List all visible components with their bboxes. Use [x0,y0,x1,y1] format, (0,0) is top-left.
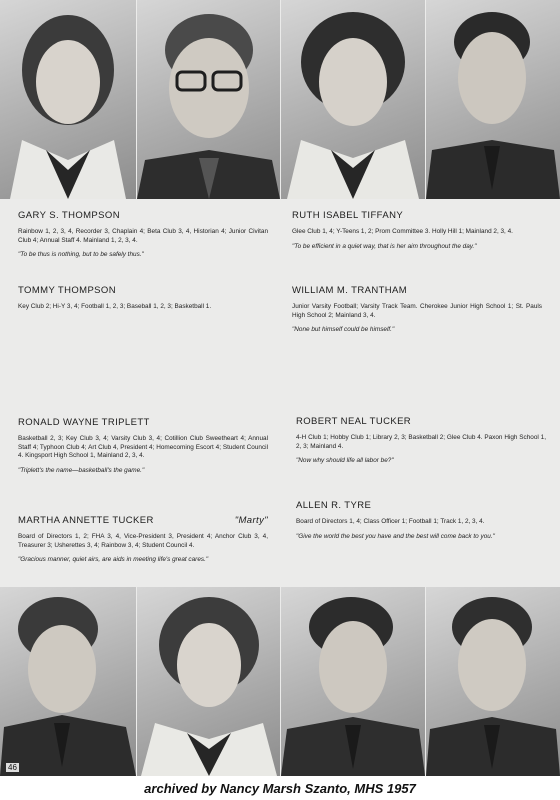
senior-entry [18,210,268,260]
senior-quote: "To be efficient in a quiet way, that is her aim throughout the day." [292,242,477,250]
portrait-graphic [281,0,425,199]
senior-name: WILLIAM M. TRANTHAM [292,285,408,296]
senior-nickname: "Marty" [234,515,268,526]
senior-entry [18,417,268,475]
portrait-photo [426,0,560,199]
portrait-graphic [281,587,425,776]
senior-quote: "Give the world the best you have and the best will come back to you." [296,532,495,540]
portrait-graphic [426,587,560,776]
portrait-photo [0,587,136,776]
senior-name: ROBERT NEAL TUCKER [296,416,412,427]
senior-quote: "Now why should life all labor be?" [296,457,394,465]
senior-quote: "Triplett's the name—basketball's the game." [18,466,145,474]
portrait-photo [0,0,136,199]
portrait-graphic [426,0,560,199]
senior-entry [296,416,546,466]
senior-name: GARY S. THOMPSON [18,210,120,221]
senior-name [18,515,268,526]
senior-activities: Basketball 2, 3; Key Club 3, 4; Varsity Club 3, 4; Cotillion Club Sweetheart 4; Annual Staff 4; Typhoon Club 4; Art Club 4, President 4; Homecoming Escort 4; Student Council 4. Kingsport High School 1, Mainland 2, 3, 4. [18,435,268,460]
senior-name-text: MARTHA ANNETTE TUCKER [18,515,154,526]
portrait-graphic [137,587,280,776]
portrait-photo [426,587,560,776]
senior-entry [292,210,542,251]
senior-entry [18,515,268,565]
portrait-graphic [137,0,280,199]
senior-name: ALLEN R. TYRE [296,500,372,511]
portrait-photo [281,587,425,776]
senior-entry [296,500,546,541]
page-number: 46 [8,763,17,772]
portrait-photo [137,0,280,199]
senior-quote: "None but himself could be himself." [292,326,395,334]
senior-entry [292,285,542,335]
portrait-photo [281,0,425,199]
senior-quote: "To be thus is nothing, but to be safely thus." [18,251,144,259]
senior-quote: "Gracious manner, quiet airs, are aids in meeting life's great cares." [18,556,209,564]
senior-activities: Board of Directors 1, 2; FHA 3, 4, Vice-President 3, President 4; Anchor Club 3, 4, Treasurer 3; Usherettes 3, 4; Rainbow 3, 4; Student Council 4. [18,533,268,549]
portrait-graphic [0,0,136,199]
senior-activities: Glee Club 1, 4; Y-Teens 1, 2; Prom Committee 3. Holly Hill 1; Mainland 2, 3, 4. [292,228,513,235]
archive-credit: archived by Nancy Marsh Szanto, MHS 1957 [144,781,416,796]
senior-entry [18,285,268,318]
senior-activities: Board of Directors 1, 4; Class Officer 1; Football 1; Track 1, 2, 3, 4. [296,518,485,525]
senior-name: TOMMY THOMPSON [18,285,116,296]
senior-activities: Junior Varsity Football; Varsity Track Team. Cherokee Junior High School 1; St. Pauls High School 2; Mainland 3, 4. [292,303,542,319]
portrait-photo [137,587,280,776]
senior-activities: Key Club 2; Hi-Y 3, 4; Football 1, 2, 3; Baseball 1, 2, 3; Basketball 1. [18,303,212,310]
senior-name: RUTH ISABEL TIFFANY [292,210,404,221]
senior-activities: 4-H Club 1; Hobby Club 1; Library 2, 3; Basketball 2; Glee Club 4. Paxon High School 1, 2, 3; Mainland 4. [296,434,546,450]
senior-activities: Rainbow 1, 2, 3, 4, Recorder 3, Chaplain 4; Beta Club 3, 4, Historian 4; Junior Civitan Club 4; Annual Staff 4. Mainland 1, 2, 3, 4. [18,228,268,244]
senior-name: RONALD WAYNE TRIPLETT [18,417,150,428]
portrait-graphic [0,587,136,776]
